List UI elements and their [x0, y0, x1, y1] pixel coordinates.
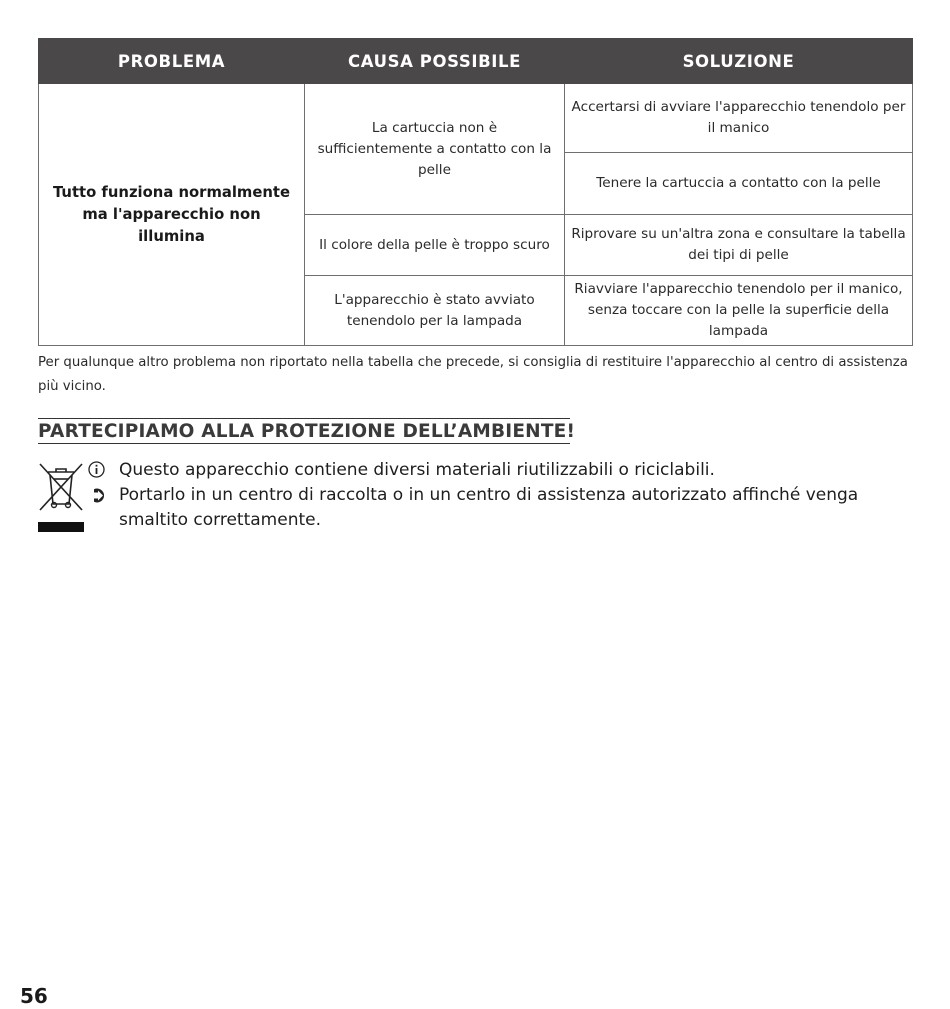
cause-cell [305, 84, 565, 215]
solution-cell [565, 215, 913, 276]
info-icon [88, 461, 105, 478]
environment-disposal-text: Portarlo in un centro di raccolta o in un centro di assistenza autorizzato affinché venga smaltito correttamente. [119, 485, 859, 530]
cause-text: Il colore della pelle è troppo scuro [319, 236, 550, 253]
solution-text: Riavviare l'apparecchio tenendolo per il manico, senza toccare con la pelle la superficie della lampada [574, 281, 903, 339]
troubleshooting-table [38, 38, 913, 346]
cause-cell [305, 215, 565, 276]
solution-text: Accertarsi di avviare l'apparecchio tenendolo per il manico [571, 99, 906, 136]
table-row [39, 84, 913, 153]
arrow-right-icon [90, 488, 105, 503]
environment-info-text: Questo apparecchio contiene diversi materiali riutilizzabili o riciclabili. [119, 460, 715, 480]
problem-text: Tutto funziona normalmente ma l'apparecchio non illumina [52, 183, 291, 245]
header-problema: PROBLEMA [39, 39, 305, 84]
footnote: Per qualunque altro problema non riportato nella tabella che precede, si consiglia di restituire l'apparecchio al centro di assistenza più vicino. [38, 355, 908, 394]
solution-cell [565, 84, 913, 153]
cause-text: La cartuccia non è sufficientemente a contatto con la pelle [317, 119, 552, 178]
problem-cell [39, 84, 305, 346]
solution-text: Tenere la cartuccia a contatto con la pelle [596, 175, 881, 191]
cause-text: L'apparecchio è stato avviato tenendolo per la lampada [334, 291, 535, 329]
weee-crossed-bin-icon [38, 462, 84, 532]
environment-title: PARTECIPIAMO ALLA PROTEZIONE DELL’AMBIENTE! [38, 418, 570, 444]
table-header-row [39, 39, 913, 84]
solution-cell [565, 276, 913, 346]
solution-text: Riprovare su un'altra zona e consultare la tabella dei tipi di pelle [571, 226, 906, 263]
page-number: 56 [20, 984, 48, 1008]
header-soluzione: SOLUZIONE [565, 39, 913, 84]
header-causa-possibile: CAUSA POSSIBILE [305, 39, 565, 84]
solution-cell [565, 153, 913, 215]
cause-cell [305, 276, 565, 346]
